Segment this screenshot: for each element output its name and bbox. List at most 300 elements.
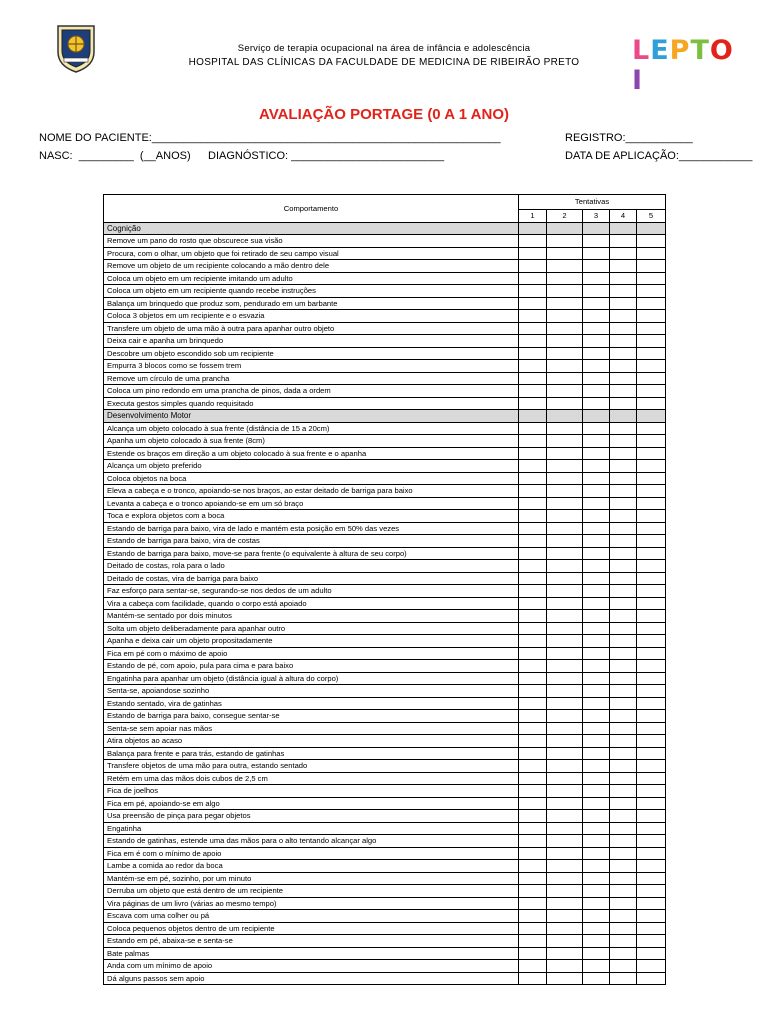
score-cell[interactable] [610,685,637,698]
score-cell[interactable] [547,922,583,935]
score-cell[interactable] [519,635,547,648]
section-title: Desenvolvimento Motor [104,410,519,423]
score-cell[interactable] [610,810,637,823]
score-cell[interactable] [547,810,583,823]
score-cell[interactable] [610,672,637,685]
score-cell[interactable] [637,472,666,485]
score-cell[interactable] [637,635,666,648]
score-cell[interactable] [519,235,547,248]
score-cell[interactable] [547,697,583,710]
score-cell[interactable] [519,697,547,710]
score-cell[interactable] [547,472,583,485]
score-cell[interactable] [610,760,637,773]
score-cell[interactable] [610,947,637,960]
score-cell[interactable] [519,797,547,810]
score-cell[interactable] [583,785,610,798]
score-cell[interactable] [637,872,666,885]
score-cell[interactable] [637,922,666,935]
score-cell[interactable] [583,672,610,685]
score-cell[interactable] [519,647,547,660]
score-cell[interactable] [610,935,637,948]
score-cell[interactable] [637,460,666,473]
score-cell[interactable] [610,722,637,735]
score-cell[interactable] [610,397,637,410]
score-cell[interactable] [547,710,583,723]
score-cell[interactable] [610,322,637,335]
score-cell[interactable] [637,235,666,248]
score-cell[interactable] [610,485,637,498]
score-cell[interactable] [519,447,547,460]
score-cell[interactable] [610,872,637,885]
score-cell[interactable] [610,522,637,535]
score-cell[interactable] [519,822,547,835]
score-cell[interactable] [547,760,583,773]
score-cell[interactable] [547,885,583,898]
score-cell[interactable] [583,372,610,385]
score-cell[interactable] [547,385,583,398]
score-cell[interactable] [583,660,610,673]
score-cell[interactable] [583,572,610,585]
score-cell[interactable] [547,397,583,410]
score-cell[interactable] [519,572,547,585]
score-cell[interactable] [583,360,610,373]
score-cell[interactable] [610,822,637,835]
score-cell[interactable] [519,922,547,935]
score-cell[interactable] [610,847,637,860]
score-cell[interactable] [610,610,637,623]
score-cell[interactable] [519,835,547,848]
score-cell[interactable] [519,272,547,285]
score-cell[interactable] [637,322,666,335]
score-cell[interactable] [637,372,666,385]
score-cell[interactable] [610,435,637,448]
score-cell[interactable] [637,585,666,598]
score-cell[interactable] [637,935,666,948]
score-cell[interactable] [583,685,610,698]
score-cell[interactable] [637,960,666,973]
score-cell[interactable] [519,947,547,960]
score-cell[interactable] [637,247,666,260]
score-cell[interactable] [637,522,666,535]
score-cell[interactable] [519,285,547,298]
score-cell[interactable] [583,610,610,623]
score-cell[interactable] [610,360,637,373]
score-cell[interactable] [637,510,666,523]
score-cell[interactable] [610,547,637,560]
score-cell[interactable] [519,660,547,673]
score-cell[interactable] [610,385,637,398]
score-cell[interactable] [610,447,637,460]
score-cell[interactable] [610,247,637,260]
score-cell[interactable] [547,872,583,885]
score-cell[interactable] [583,385,610,398]
score-cell[interactable] [583,347,610,360]
score-cell[interactable] [637,610,666,623]
score-cell[interactable] [547,235,583,248]
score-cell[interactable] [519,622,547,635]
score-cell[interactable] [583,760,610,773]
score-cell[interactable] [583,860,610,873]
score-cell[interactable] [610,797,637,810]
score-cell[interactable] [519,910,547,923]
section-row [104,410,666,423]
score-cell[interactable] [583,735,610,748]
score-cell[interactable] [610,585,637,598]
score-cell[interactable] [637,347,666,360]
score-cell[interactable] [583,235,610,248]
score-cell[interactable] [519,735,547,748]
score-cell[interactable] [519,710,547,723]
score-cell[interactable] [637,972,666,985]
score-cell[interactable] [583,935,610,948]
score-cell[interactable] [610,510,637,523]
score-cell[interactable] [519,560,547,573]
score-cell[interactable] [519,760,547,773]
score-cell[interactable] [583,697,610,710]
score-cell[interactable] [519,522,547,535]
score-cell[interactable] [547,835,583,848]
score-cell[interactable] [583,335,610,348]
score-cell[interactable] [583,447,610,460]
score-cell[interactable] [583,535,610,548]
score-cell[interactable] [547,535,583,548]
score-cell[interactable] [637,572,666,585]
score-cell[interactable] [637,672,666,685]
score-cell[interactable] [637,560,666,573]
score-cell[interactable] [610,310,637,323]
score-cell[interactable] [519,722,547,735]
score-cell[interactable] [610,335,637,348]
score-cell[interactable] [547,897,583,910]
score-cell[interactable] [547,960,583,973]
score-cell[interactable] [637,910,666,923]
score-cell[interactable] [583,297,610,310]
score-cell[interactable] [583,747,610,760]
score-cell[interactable] [637,897,666,910]
score-cell[interactable] [583,472,610,485]
score-cell[interactable] [610,472,637,485]
score-cell[interactable] [519,547,547,560]
score-cell[interactable] [583,797,610,810]
score-cell[interactable] [637,747,666,760]
score-cell[interactable] [610,635,637,648]
score-cell[interactable] [637,535,666,548]
score-cell[interactable] [637,947,666,960]
score-cell[interactable] [547,322,583,335]
score-cell[interactable] [610,235,637,248]
score-cell[interactable] [519,772,547,785]
score-cell[interactable] [637,697,666,710]
score-cell[interactable] [519,535,547,548]
score-cell[interactable] [583,947,610,960]
score-cell[interactable] [583,897,610,910]
score-cell[interactable] [610,597,637,610]
score-cell[interactable] [583,272,610,285]
score-cell[interactable] [610,697,637,710]
score-cell[interactable] [547,560,583,573]
score-cell[interactable] [637,822,666,835]
score-cell[interactable] [610,560,637,573]
score-cell[interactable] [547,672,583,685]
score-cell[interactable] [519,435,547,448]
score-cell[interactable] [637,447,666,460]
score-cell[interactable] [637,285,666,298]
score-cell[interactable] [519,472,547,485]
score-cell[interactable] [583,547,610,560]
score-cell[interactable] [637,497,666,510]
score-cell[interactable] [519,747,547,760]
score-cell[interactable] [610,297,637,310]
score-cell[interactable] [610,535,637,548]
score-cell[interactable] [583,285,610,298]
score-cell[interactable] [637,835,666,848]
score-cell[interactable] [610,785,637,798]
score-cell[interactable] [519,297,547,310]
score-cell[interactable] [547,722,583,735]
score-cell[interactable] [547,285,583,298]
score-cell[interactable] [637,597,666,610]
score-cell[interactable] [637,335,666,348]
score-cell[interactable] [610,285,637,298]
score-cell[interactable] [583,810,610,823]
score-cell[interactable] [547,772,583,785]
score-cell[interactable] [519,247,547,260]
score-cell[interactable] [637,860,666,873]
score-cell[interactable] [547,735,583,748]
score-cell[interactable] [547,272,583,285]
score-cell[interactable] [519,460,547,473]
score-cell[interactable] [519,972,547,985]
score-cell[interactable] [519,847,547,860]
score-cell[interactable] [583,497,610,510]
score-cell[interactable] [547,660,583,673]
score-cell[interactable] [583,310,610,323]
score-cell[interactable] [637,722,666,735]
score-cell[interactable] [547,785,583,798]
score-cell[interactable] [547,847,583,860]
score-cell[interactable] [637,772,666,785]
score-cell[interactable] [583,522,610,535]
score-cell[interactable] [519,497,547,510]
score-cell[interactable] [583,960,610,973]
score-cell[interactable] [583,847,610,860]
score-cell[interactable] [519,610,547,623]
score-cell[interactable] [637,847,666,860]
score-cell[interactable] [637,797,666,810]
score-cell[interactable] [610,922,637,935]
score-cell[interactable] [547,647,583,660]
score-cell[interactable] [610,622,637,635]
score-cell[interactable] [547,622,583,635]
score-cell[interactable] [519,335,547,348]
score-cell[interactable] [583,422,610,435]
score-cell[interactable] [583,510,610,523]
score-cell[interactable] [583,397,610,410]
score-cell[interactable] [610,422,637,435]
score-cell[interactable] [547,547,583,560]
score-cell[interactable] [547,597,583,610]
score-cell[interactable] [583,622,610,635]
score-cell[interactable] [547,610,583,623]
score-cell[interactable] [547,910,583,923]
score-cell[interactable] [547,260,583,273]
score-cell[interactable] [610,347,637,360]
score-cell[interactable] [610,897,637,910]
score-cell[interactable] [547,247,583,260]
score-cell[interactable] [547,585,583,598]
score-cell[interactable] [637,885,666,898]
score-cell[interactable] [583,635,610,648]
score-cell[interactable] [637,785,666,798]
score-cell[interactable] [583,822,610,835]
score-cell[interactable] [637,710,666,723]
score-cell[interactable] [583,922,610,935]
score-cell[interactable] [583,597,610,610]
score-cell[interactable] [637,297,666,310]
score-cell[interactable] [583,585,610,598]
behavior-label: Procura, com o olhar, um objeto que foi retirado de seu campo visual [104,247,519,260]
score-cell[interactable] [547,422,583,435]
score-cell[interactable] [637,260,666,273]
score-cell[interactable] [610,835,637,848]
score-cell[interactable] [547,485,583,498]
score-cell[interactable] [547,860,583,873]
score-cell[interactable] [583,647,610,660]
score-cell[interactable] [637,735,666,748]
score-cell[interactable] [583,460,610,473]
score-cell[interactable] [583,260,610,273]
score-cell[interactable] [547,685,583,698]
score-cell[interactable] [610,497,637,510]
tries-header: Tentativas [519,195,666,210]
score-cell[interactable] [610,910,637,923]
behavior-label: Toca e explora objetos com a boca [104,510,519,523]
score-cell[interactable] [547,510,583,523]
score-cell[interactable] [547,822,583,835]
score-cell[interactable] [547,635,583,648]
score-cell[interactable] [519,872,547,885]
score-cell[interactable] [610,885,637,898]
score-cell[interactable] [519,347,547,360]
score-cell[interactable] [610,460,637,473]
score-cell[interactable] [519,372,547,385]
score-cell[interactable] [637,422,666,435]
score-cell[interactable] [547,497,583,510]
score-cell[interactable] [547,310,583,323]
score-cell[interactable] [547,460,583,473]
score-cell[interactable] [519,485,547,498]
score-cell[interactable] [637,360,666,373]
score-cell[interactable] [519,510,547,523]
score-cell[interactable] [519,385,547,398]
score-cell[interactable] [610,272,637,285]
score-cell[interactable] [610,572,637,585]
score-cell[interactable] [583,772,610,785]
score-cell[interactable] [519,597,547,610]
score-cell[interactable] [610,710,637,723]
score-cell[interactable] [519,897,547,910]
score-cell[interactable] [637,547,666,560]
score-cell[interactable] [547,522,583,535]
score-cell[interactable] [637,272,666,285]
score-cell[interactable] [583,972,610,985]
score-cell[interactable] [637,310,666,323]
score-cell[interactable] [519,685,547,698]
score-cell[interactable] [583,435,610,448]
score-cell[interactable] [547,335,583,348]
score-cell[interactable] [547,297,583,310]
score-cell[interactable] [637,622,666,635]
score-cell[interactable] [583,872,610,885]
score-cell[interactable] [583,485,610,498]
score-cell[interactable] [583,722,610,735]
score-cell[interactable] [519,422,547,435]
score-cell[interactable] [583,710,610,723]
score-cell[interactable] [519,310,547,323]
score-cell[interactable] [637,810,666,823]
score-cell[interactable] [610,860,637,873]
score-cell[interactable] [637,435,666,448]
score-cell[interactable] [547,435,583,448]
score-cell[interactable] [583,835,610,848]
score-cell[interactable] [547,447,583,460]
score-cell[interactable] [519,810,547,823]
score-cell[interactable] [519,585,547,598]
score-cell[interactable] [547,360,583,373]
score-cell[interactable] [637,685,666,698]
score-cell[interactable] [547,972,583,985]
score-cell[interactable] [637,485,666,498]
score-cell[interactable] [519,860,547,873]
score-cell[interactable] [637,647,666,660]
score-cell[interactable] [610,735,637,748]
score-cell[interactable] [547,372,583,385]
score-cell[interactable] [637,397,666,410]
score-cell[interactable] [610,960,637,973]
score-cell[interactable] [610,260,637,273]
score-cell[interactable] [583,322,610,335]
score-cell[interactable] [547,747,583,760]
score-cell[interactable] [637,660,666,673]
score-cell[interactable] [637,760,666,773]
score-cell[interactable] [519,322,547,335]
score-cell[interactable] [610,372,637,385]
score-cell[interactable] [519,672,547,685]
score-cell[interactable] [583,247,610,260]
score-cell[interactable] [519,885,547,898]
score-cell[interactable] [610,660,637,673]
score-cell[interactable] [637,385,666,398]
score-cell[interactable] [547,947,583,960]
score-cell[interactable] [547,572,583,585]
score-cell[interactable] [519,360,547,373]
score-cell[interactable] [547,347,583,360]
score-cell[interactable] [610,747,637,760]
score-cell[interactable] [610,647,637,660]
score-cell[interactable] [610,772,637,785]
score-cell[interactable] [519,960,547,973]
score-cell[interactable] [519,785,547,798]
score-cell[interactable] [519,397,547,410]
score-cell[interactable] [583,885,610,898]
score-cell[interactable] [547,935,583,948]
score-cell[interactable] [583,560,610,573]
score-cell[interactable] [583,910,610,923]
score-cell[interactable] [519,260,547,273]
score-cell[interactable] [547,797,583,810]
score-cell[interactable] [519,935,547,948]
score-cell[interactable] [610,972,637,985]
